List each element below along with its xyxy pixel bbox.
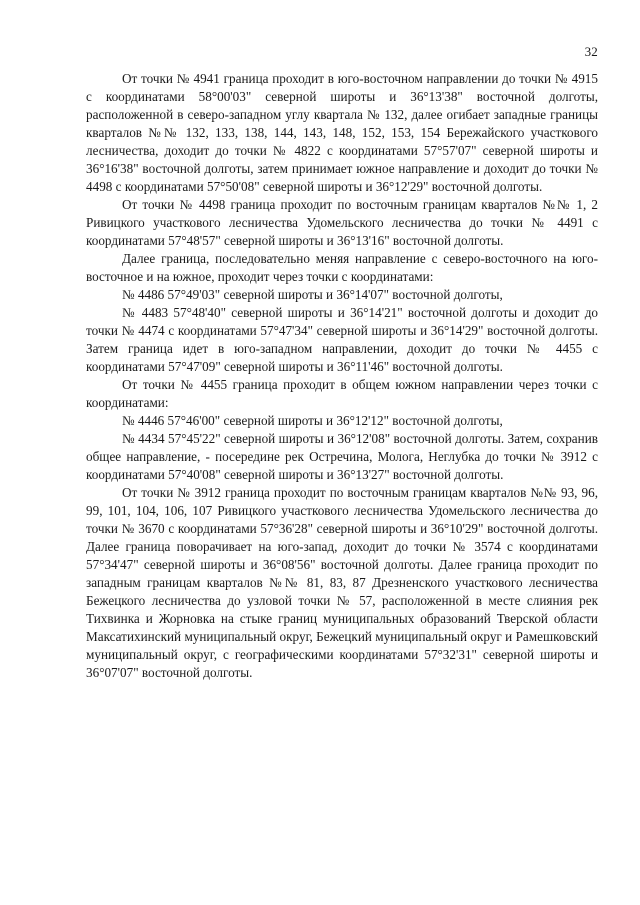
paragraph-boundary-4498: От точки № 4498 граница проходит по восточным границам кварталов №№ 1, 2 Ривицкого участкового лесничества Удомельского лесничества до точки № 4491 с координатами 57°48'57" северной широты и 36°13'16" восточной долготы. <box>86 197 598 248</box>
paragraph-boundary-4455: От точки № 4455 граница проходит в общем южном направлении через точки с координатами: <box>86 377 598 410</box>
paragraph-point-4434: № 4434 57°45'22" северной широты и 36°12'08" восточной долготы. Затем, сохранив общее направление, - посередине рек Остречина, Молога, Неглубка до точки № 3912 с координатами 57°40'08" северной широты и 36°13'27" восточной долготы. <box>86 431 598 482</box>
paragraph-point-4446: № 4446 57°46'00" северной широты и 36°12'12" восточной долготы, <box>122 413 503 428</box>
paragraph-point-4483: № 4483 57°48'40" северной широты и 36°14'21" восточной долготы и доходит до точки № 4474 с координатами 57°47'34" северной широты и 36°14'29" восточной долготы. Затем граница идет в юго-западном направлении, доходит до точки № 4455 с координатами 57°47'09" северной широты и 36°11'46" восточной долготы. <box>86 305 598 374</box>
paragraph-point-4486: № 4486 57°49'03" северной широты и 36°14'07" восточной долготы, <box>122 287 503 302</box>
paragraph-boundary-4941: От точки № 4941 граница проходит в юго-восточном направлении до точки № 4915 с координатами 58°00'03" северной широты и 36°13'38" восточной долготы, расположенной в северо-западном углу квартала № 132, далее огибает западные границы кварталов №№ 132, 133, 138, 144, 143, 148, 152, 153, 154 Бережайского участкового лесничества, доходит до точки № 4822 с координатами 57°57'07" северной широты и 36°16'38" восточной долготы, затем принимает южное направление и доходит до точки № 4498 с координатами 57°50'08" северной широты и 36°12'29" восточной долготы. <box>86 71 598 194</box>
page-number: 32 <box>584 44 598 59</box>
paragraph-boundary-3912: От точки № 3912 граница проходит по восточным границам кварталов №№ 93, 96, 99, 101, 104, 106, 107 Ривицкого участкового лесничества Удомельского лесничества до точки № 3670 с координатами 57°36'28" северной широты и 36°10'29" восточной долготы. Далее граница поворачивает на юго-запад, доходит до точки № 3574 с координатами 57°34'47" северной широты и 36°08'56" восточной долготы. Далее граница проходит по западным границам кварталов №№ 81, 83, 87 Дрезненского участкового лесничества Бежецкого лесничества до узловой точки № 57, расположенной в месте слияния рек Тихвинка и Жорновка на стыке границ муниципальных образований Тверской области Максатихинский муниципальный округ, Бежецкий муниципальный округ и Рамешковский муниципальный округ, с географическими координатами 57°32'31" северной широты и 36°07'07" восточной долготы. <box>86 485 598 680</box>
document-body <box>86 70 598 682</box>
paragraph-direction-change: Далее граница, последовательно меняя направление с северо-восточного на юго-восточное и на южное, проходит через точки с координатами: <box>86 251 598 284</box>
